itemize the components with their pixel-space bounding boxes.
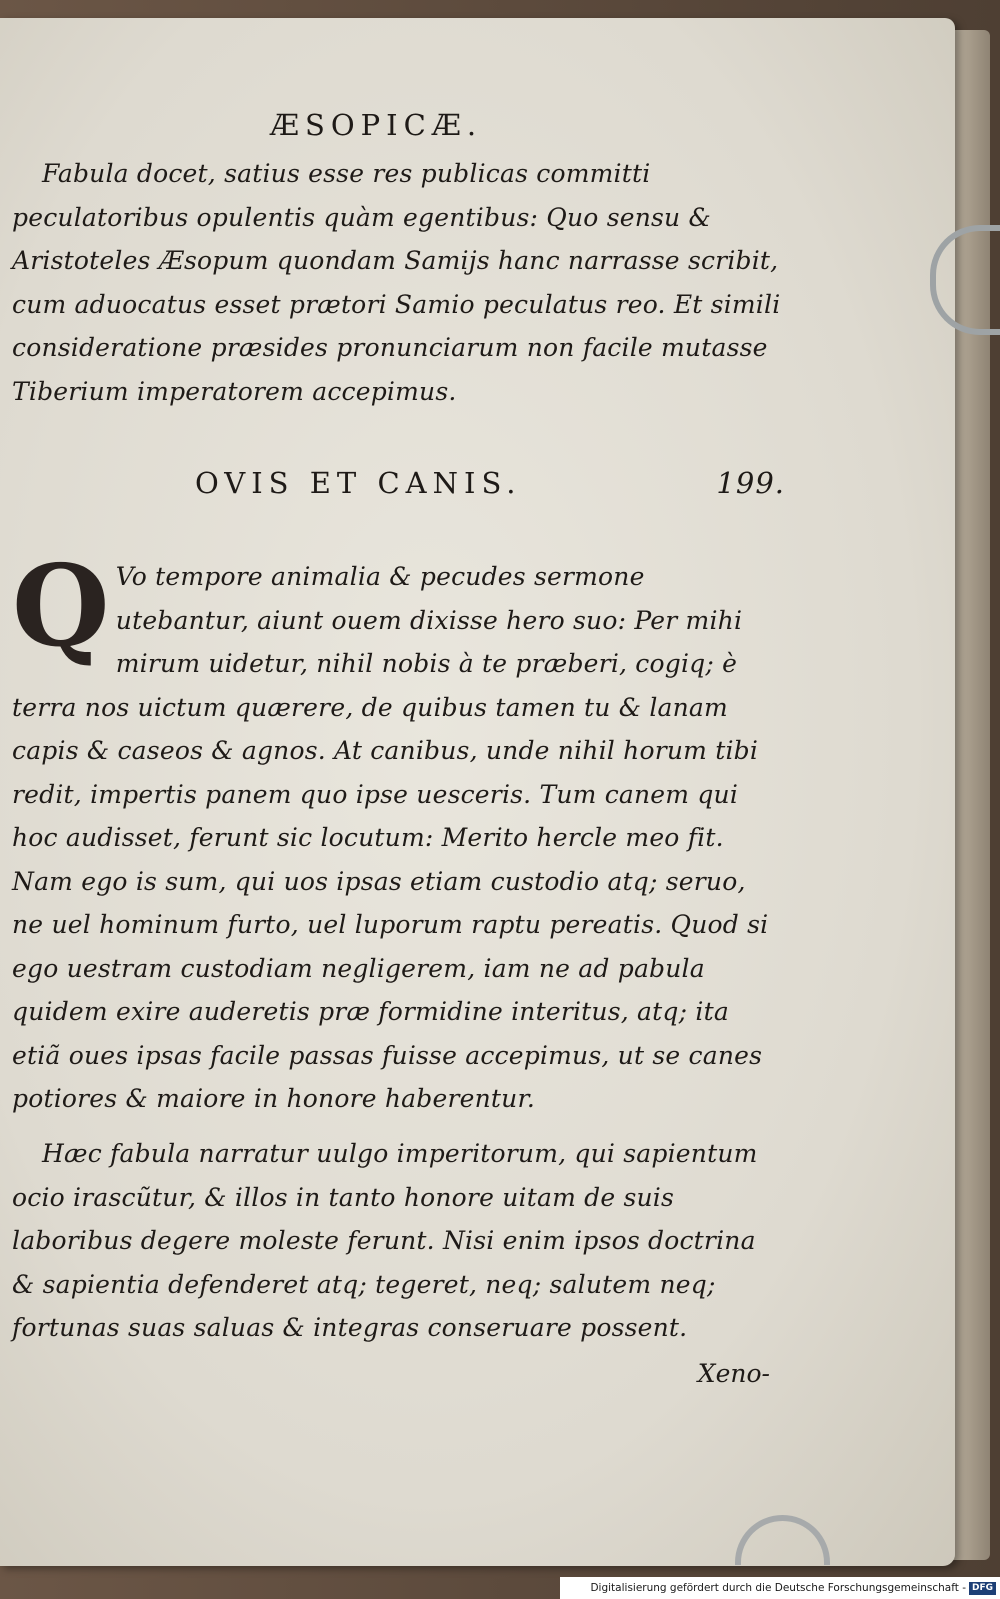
fable-body-text: Vo tempore animalia & pecudes sermone utebantur, aiunt ouem dixisse hero suo: Per mihi mirum uidetur, nihil nobis à te præberi, cogiq; è terra nos uictum quærere, de quibus tamen tu & lanam capis & caseos & agnos. At canibus, unde nihil horum tibi redit, impertis panem quo ipse uesceris. Tum canem qui hoc audisset, ferunt sic locutum: Merito hercle meo fit. Nam ego is sum, qui uos ipsas etiam custodio atq; seruo, ne uel hominum furto, uel luporum raptu pereatis. Quod si ego uestram custodiam negligerem, iam ne ad pabula quidem exire auderetis præ formidine interitus, atq; ita etiã oues ipsas facile passas fuisse accepimus, ut se canes potiores & maiore in honore haberentur. xyxy=(12,562,769,1113)
fable-heading xyxy=(195,466,785,506)
previous-fable-moral: Fabula docet, satius esse res publicas committi peculatoribus opulentis quàm egentibus: Quo sensu & Aristoteles Æsopum quondam Samijs hanc narrasse scribit, cum aduocatus esset prætori Samio peculatus reo. Et simili consideratione præsides pronunciarum non facile mutasse Tiberium imperatorem accepimus. xyxy=(12,159,781,406)
decorated-initial: Q xyxy=(12,541,110,672)
fable-moral: Hæc fabula narratur uulgo imperitorum, qui sapientum ocio irascũtur, & illos in tanto honore uitam de suis laboribus degere moleste ferunt. Nisi enim ipsos doctrina & sapientia defenderet atq; tegeret, neq; salutem neq; fortunas suas saluas & integras conseruare possent. xyxy=(12,1139,758,1342)
dfg-logo: DFG xyxy=(969,1582,996,1595)
footer-text: Digitalisierung gefördert durch die Deutsche Forschungsgemeinschaft - xyxy=(590,1582,966,1594)
digitization-footer xyxy=(560,1577,1000,1599)
running-head: ÆSOPICÆ. xyxy=(270,108,483,142)
fable-title: OVIS ET CANIS. xyxy=(195,466,522,500)
fable-number: 199. xyxy=(716,466,785,500)
fable-body xyxy=(12,541,782,1121)
catchword: Xeno- xyxy=(697,1359,770,1388)
